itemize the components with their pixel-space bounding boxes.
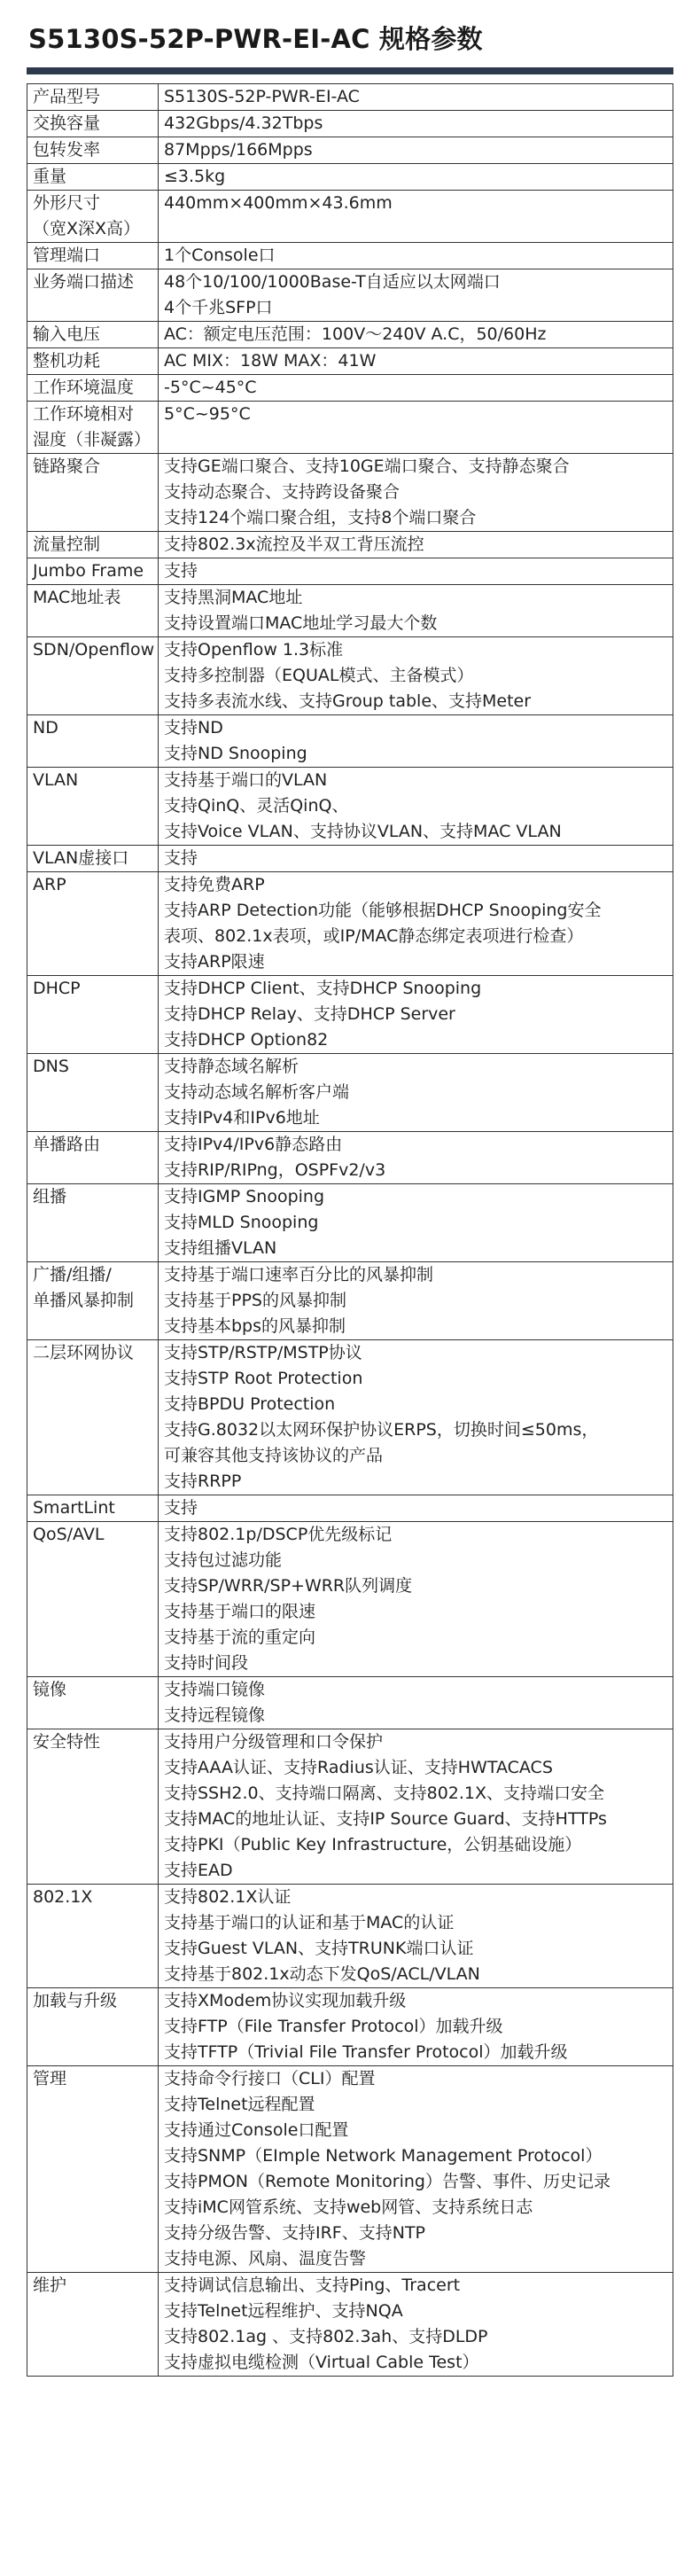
spec-value-line: 支持免费ARP	[164, 875, 265, 894]
spec-key-cell	[27, 1729, 159, 1885]
spec-key-cell	[27, 137, 159, 164]
spec-value-line: 支持PMON（Remote Monitoring）告警、事件、历史记录	[164, 2172, 611, 2191]
spec-row	[27, 111, 673, 137]
spec-key-label: VLAN虚接口	[33, 848, 129, 868]
spec-key-cell	[27, 532, 159, 558]
spec-row	[27, 1522, 673, 1677]
spec-value-cell	[159, 585, 673, 637]
spec-value-line: 支持基于端口的限速	[164, 1602, 316, 1621]
spec-value-line: 支持基于流的重定向	[164, 1628, 316, 1647]
spec-row	[27, 348, 673, 375]
spec-value-cell	[159, 768, 673, 846]
spec-key-label: MAC地址表	[33, 588, 121, 607]
spec-value-line: 支持基于PPS的风暴抑制	[164, 1291, 346, 1310]
spec-value-line: 支持分级告警、支持IRF、支持NTP	[164, 2223, 426, 2243]
spec-value-line: 支持调试信息输出、支持Ping、Tracert	[164, 2275, 461, 2295]
spec-value-cell	[159, 715, 673, 768]
spec-key-label: 湿度（非凝露）	[33, 430, 152, 449]
spec-key-cell	[27, 1885, 159, 1988]
spec-value-line: 支持多控制器（EQUAL模式、主备模式）	[164, 666, 474, 685]
spec-value-line: 支持用户分级管理和口令保护	[164, 1732, 384, 1752]
spec-row	[27, 1340, 673, 1495]
spec-value-cell	[159, 1495, 673, 1522]
spec-row	[27, 1132, 673, 1184]
spec-table-body	[27, 84, 673, 2377]
spec-key-cell	[27, 585, 159, 637]
spec-value-line: 支持MAC的地址认证、支持IP Source Guard、支持HTTPs	[164, 1809, 607, 1829]
spec-value-line: 支持RRPP	[164, 1471, 242, 1491]
spec-value-line: 支持通过Console口配置	[164, 2120, 349, 2140]
spec-key-label: 工作环境温度	[33, 378, 135, 397]
spec-row	[27, 2066, 673, 2273]
spec-key-label: 二层环网协议	[33, 1343, 135, 1362]
spec-value-line: 支持ND	[164, 718, 223, 738]
spec-table	[27, 83, 673, 2377]
spec-value-line: 表项、802.1x表项，或IP/MAC静态绑定表项进行检查）	[164, 926, 584, 946]
spec-row	[27, 2273, 673, 2377]
spec-key-cell	[27, 269, 159, 322]
spec-key-label: 整机功耗	[33, 351, 101, 371]
spec-row	[27, 191, 673, 243]
spec-value-line: 支持端口镜像	[164, 1680, 266, 1699]
spec-value-cell	[159, 243, 673, 269]
spec-value-line: 支持G.8032以太网环保护协议ERPS，切换时间≤50ms，	[164, 1420, 599, 1440]
spec-key-label: 单播风暴抑制	[33, 1291, 135, 1310]
spec-value-cell	[159, 846, 673, 872]
spec-key-label: 流量控制	[33, 535, 101, 554]
spec-value-line: 支持动态域名解析客户端	[164, 1082, 350, 1102]
spec-row	[27, 375, 673, 402]
spec-value-cell	[159, 84, 673, 111]
spec-key-label: 802.1X	[33, 1887, 93, 1907]
spec-value-line: 支持静态域名解析	[164, 1057, 299, 1076]
spec-value-line: 支持Guest VLAN、支持TRUNK端口认证	[164, 1939, 474, 1958]
spec-key-label: ARP	[33, 875, 66, 894]
spec-key-label: 工作环境相对	[33, 404, 135, 424]
spec-value-cell	[159, 322, 673, 348]
spec-value-line: 支持基于端口速率百分比的风暴抑制	[164, 1265, 434, 1284]
spec-value-line: 支持命令行接口（CLI）配置	[164, 2069, 376, 2088]
spec-row	[27, 164, 673, 191]
spec-key-label: 输入电压	[33, 324, 101, 344]
spec-row	[27, 1184, 673, 1262]
spec-value-cell	[159, 872, 673, 976]
spec-value-line: 支持FTP（File Transfer Protocol）加载升级	[164, 2017, 503, 2036]
spec-value-line: 支持GE端口聚合、支持10GE端口聚合、支持静态聚合	[164, 457, 570, 476]
spec-row	[27, 585, 673, 637]
spec-value-line: 支持组播VLAN	[164, 1238, 277, 1258]
spec-value-line: 支持PKI（Public Key Infrastructure，公钥基础设施）	[164, 1835, 582, 1854]
spec-value-line: 支持TFTP（Trivial File Transfer Protocol）加载升级	[164, 2042, 568, 2062]
spec-value-cell	[159, 1184, 673, 1262]
spec-value-line: 支持SNMP（EImple Network Management Protocol）	[164, 2146, 603, 2166]
spec-value-line: 支持	[164, 1498, 198, 1518]
spec-value-line: 支持Voice VLAN、支持协议VLAN、支持MAC VLAN	[164, 822, 562, 841]
spec-value-line: 支持EAD	[164, 1861, 233, 1880]
spec-key-cell	[27, 1132, 159, 1184]
spec-key-label: 安全特性	[33, 1732, 101, 1752]
spec-value-line: 支持远程镜像	[164, 1706, 266, 1725]
spec-value-line: 支持XModem协议实现加载升级	[164, 1991, 407, 2010]
spec-row	[27, 768, 673, 846]
spec-row	[27, 1988, 673, 2066]
spec-key-label: ND	[33, 718, 58, 738]
spec-value-line: 支持基于端口的认证和基于MAC的认证	[164, 1913, 455, 1932]
spec-value-cell	[159, 1054, 673, 1132]
spec-key-label: SmartLint	[33, 1498, 115, 1518]
spec-key-label: 维护	[33, 2275, 67, 2295]
spec-value-line: 可兼容其他支持该协议的产品	[164, 1446, 384, 1465]
spec-row	[27, 872, 673, 976]
spec-row	[27, 715, 673, 768]
spec-key-label: VLAN	[33, 770, 79, 790]
spec-value-line: 支持802.3x流控及半双工背压流控	[164, 535, 424, 554]
spec-value-cell	[159, 1988, 673, 2066]
spec-value-line: 支持Openflow 1.3标准	[164, 640, 344, 660]
spec-key-cell	[27, 846, 159, 872]
spec-value-cell	[159, 637, 673, 715]
spec-value-cell	[159, 1729, 673, 1885]
spec-key-label: （宽X深X高）	[33, 219, 141, 238]
spec-value-line: 支持电源、风扇、温度告警	[164, 2249, 367, 2268]
spec-key-label: 镜像	[33, 1680, 67, 1699]
spec-row	[27, 637, 673, 715]
spec-key-cell	[27, 348, 159, 375]
spec-value-cell	[159, 2066, 673, 2273]
spec-key-label: DNS	[33, 1057, 69, 1076]
spec-value-line: 支持黑洞MAC地址	[164, 588, 303, 607]
spec-key-label: 广播/组播/	[33, 1265, 112, 1284]
spec-value-line: 支持虚拟电缆检测（Virtual Cable Test）	[164, 2353, 479, 2372]
spec-key-cell	[27, 1340, 159, 1495]
spec-value-line: 87Mpps/166Mpps	[164, 140, 313, 160]
spec-value-line: -5°C~45°C	[164, 378, 257, 397]
spec-value-line: 支持时间段	[164, 1653, 249, 1673]
spec-key-label: QoS/AVL	[33, 1525, 105, 1544]
spec-value-line: 支持SP/WRR/SP+WRR队列调度	[164, 1576, 413, 1596]
spec-key-cell	[27, 558, 159, 585]
spec-value-line: 48个10/100/1000Base-T自适应以太网端口	[164, 272, 501, 292]
spec-value-cell	[159, 976, 673, 1054]
spec-value-line: 支持	[164, 561, 198, 581]
spec-key-cell	[27, 454, 159, 532]
spec-value-line: 支持Telnet远程配置	[164, 2095, 315, 2114]
spec-row	[27, 137, 673, 164]
spec-key-label: 包转发率	[33, 140, 101, 160]
spec-value-cell	[159, 111, 673, 137]
spec-value-line: 支持ARP限速	[164, 952, 265, 972]
spec-value-cell	[159, 375, 673, 402]
spec-key-cell	[27, 872, 159, 976]
spec-key-cell	[27, 1054, 159, 1132]
spec-value-cell	[159, 137, 673, 164]
spec-key-label: 交换容量	[33, 113, 101, 133]
spec-value-line: 支持ND Snooping	[164, 744, 307, 763]
spec-value-line: 支持多表流水线、支持Group table、支持Meter	[164, 691, 532, 711]
spec-value-cell	[159, 164, 673, 191]
spec-row	[27, 243, 673, 269]
spec-key-label: 组播	[33, 1187, 67, 1206]
spec-value-line: 支持DHCP Relay、支持DHCP Server	[164, 1004, 455, 1024]
spec-key-cell	[27, 322, 159, 348]
spec-value-line: 支持动态聚合、支持跨设备聚合	[164, 482, 401, 502]
spec-key-cell	[27, 768, 159, 846]
spec-key-cell	[27, 976, 159, 1054]
spec-key-cell	[27, 637, 159, 715]
spec-value-line: 支持RIP/RIPng，OSPFv2/v3	[164, 1160, 386, 1180]
spec-key-label: 加载与升级	[33, 1991, 118, 2010]
spec-value-cell	[159, 1885, 673, 1988]
spec-value-line: S5130S-52P-PWR-EI-AC	[164, 87, 360, 106]
spec-value-cell	[159, 532, 673, 558]
spec-value-line: 440mm×400mm×43.6mm	[164, 193, 393, 213]
spec-value-cell	[159, 1262, 673, 1340]
spec-value-line: 支持基于802.1x动态下发QoS/ACL/VLAN	[164, 1964, 480, 1984]
spec-row	[27, 1885, 673, 1988]
spec-row	[27, 1677, 673, 1729]
spec-key-cell	[27, 1522, 159, 1677]
spec-value-line: 支持QinQ、灵活QinQ、	[164, 796, 349, 816]
spec-key-label: 链路聚合	[33, 457, 101, 476]
spec-value-line: 支持AAA认证、支持Radius认证、支持HWTACACS	[164, 1758, 553, 1777]
spec-value-cell	[159, 402, 673, 454]
spec-value-line: 支持SSH2.0、支持端口隔离、支持802.1X、支持端口安全	[164, 1784, 605, 1803]
spec-row	[27, 1262, 673, 1340]
spec-key-label: DHCP	[33, 979, 81, 998]
spec-value-cell	[159, 1522, 673, 1677]
spec-key-cell	[27, 1988, 159, 2066]
spec-value-line: 支持IPv4/IPv6静态路由	[164, 1135, 343, 1154]
spec-value-line: 支持DHCP Option82	[164, 1030, 329, 1050]
spec-value-cell	[159, 454, 673, 532]
spec-key-cell	[27, 111, 159, 137]
spec-value-line: 1个Console口	[164, 246, 276, 265]
spec-value-line: 支持iMC网管系统、支持web网管、支持系统日志	[164, 2197, 533, 2217]
spec-value-line: 支持基于端口的VLAN	[164, 770, 328, 790]
spec-key-label: 产品型号	[33, 87, 101, 106]
spec-row	[27, 1495, 673, 1522]
spec-value-cell	[159, 191, 673, 243]
spec-key-label: 重量	[33, 167, 67, 186]
spec-value-line: 432Gbps/4.32Tbps	[164, 113, 323, 133]
spec-key-label: SDN/Openflow	[33, 640, 155, 660]
spec-row	[27, 269, 673, 322]
spec-value-line: 支持BPDU Protection	[164, 1394, 336, 1414]
spec-row	[27, 1729, 673, 1885]
spec-key-cell	[27, 1184, 159, 1262]
spec-row	[27, 322, 673, 348]
spec-key-label: 外形尺寸	[33, 193, 101, 213]
spec-value-cell	[159, 558, 673, 585]
spec-value-line: 支持124个端口聚合组，支持8个端口聚合	[164, 508, 477, 527]
spec-value-line: 支持基本bps的风暴抑制	[164, 1316, 346, 1336]
spec-value-cell	[159, 1132, 673, 1184]
spec-value-line: 支持STP/RSTP/MSTP协议	[164, 1343, 362, 1362]
spec-key-cell	[27, 375, 159, 402]
spec-value-line: 支持	[164, 848, 198, 868]
spec-value-cell	[159, 1677, 673, 1729]
spec-row	[27, 976, 673, 1054]
spec-value-line: 支持设置端口MAC地址学习最大个数	[164, 613, 438, 633]
spec-key-label: 单播路由	[33, 1135, 101, 1154]
spec-value-line: AC：额定电压范围：100V～240V A.C，50/60Hz	[164, 324, 547, 344]
spec-key-cell	[27, 1262, 159, 1340]
spec-row	[27, 846, 673, 872]
spec-value-line: 支持802.1X认证	[164, 1887, 292, 1907]
spec-value-line: 支持IPv4和IPv6地址	[164, 1108, 320, 1128]
spec-key-cell	[27, 1677, 159, 1729]
spec-value-line: 支持802.1ag 、支持802.3ah、支持DLDP	[164, 2327, 488, 2346]
spec-key-cell	[27, 191, 159, 243]
spec-row	[27, 1054, 673, 1132]
spec-value-cell	[159, 269, 673, 322]
spec-key-cell	[27, 164, 159, 191]
spec-key-label: 管理端口	[33, 246, 101, 265]
spec-value-cell	[159, 348, 673, 375]
spec-key-cell	[27, 2066, 159, 2273]
spec-key-cell	[27, 84, 159, 111]
spec-value-line: 支持IGMP Snooping	[164, 1187, 325, 1206]
spec-value-cell	[159, 1340, 673, 1495]
spec-value-cell	[159, 2273, 673, 2377]
spec-value-line: 支持802.1p/DSCP优先级标记	[164, 1525, 393, 1544]
spec-value-line: 支持STP Root Protection	[164, 1369, 363, 1388]
spec-value-line: 支持DHCP Client、支持DHCP Snooping	[164, 979, 482, 998]
spec-key-label: 业务端口描述	[33, 272, 135, 292]
spec-row	[27, 402, 673, 454]
spec-row	[27, 532, 673, 558]
spec-value-line: 支持MLD Snooping	[164, 1213, 319, 1232]
spec-value-line: AC MIX：18W MAX：41W	[164, 351, 377, 371]
page-title: S5130S-52P-PWR-EI-AC 规格参数	[28, 24, 483, 54]
spec-row	[27, 558, 673, 585]
spec-key-label: 管理	[33, 2069, 67, 2088]
spec-value-line: 支持ARP Detection功能（能够根据DHCP Snooping安全	[164, 901, 602, 920]
spec-value-line: 支持包过滤功能	[164, 1550, 283, 1570]
spec-key-cell	[27, 2273, 159, 2377]
spec-key-label: Jumbo Frame	[33, 561, 144, 581]
spec-value-line: 支持Telnet远程维护、支持NQA	[164, 2301, 403, 2321]
spec-key-cell	[27, 715, 159, 768]
spec-key-cell	[27, 243, 159, 269]
spec-row	[27, 84, 673, 111]
spec-value-line: 4个千兆SFP口	[164, 298, 273, 317]
spec-key-cell	[27, 402, 159, 454]
spec-key-cell	[27, 1495, 159, 1522]
spec-value-line: ≤3.5kg	[164, 167, 226, 186]
spec-value-line: 5°C~95°C	[164, 404, 251, 424]
title-underline-bar	[27, 67, 673, 74]
spec-row	[27, 454, 673, 532]
